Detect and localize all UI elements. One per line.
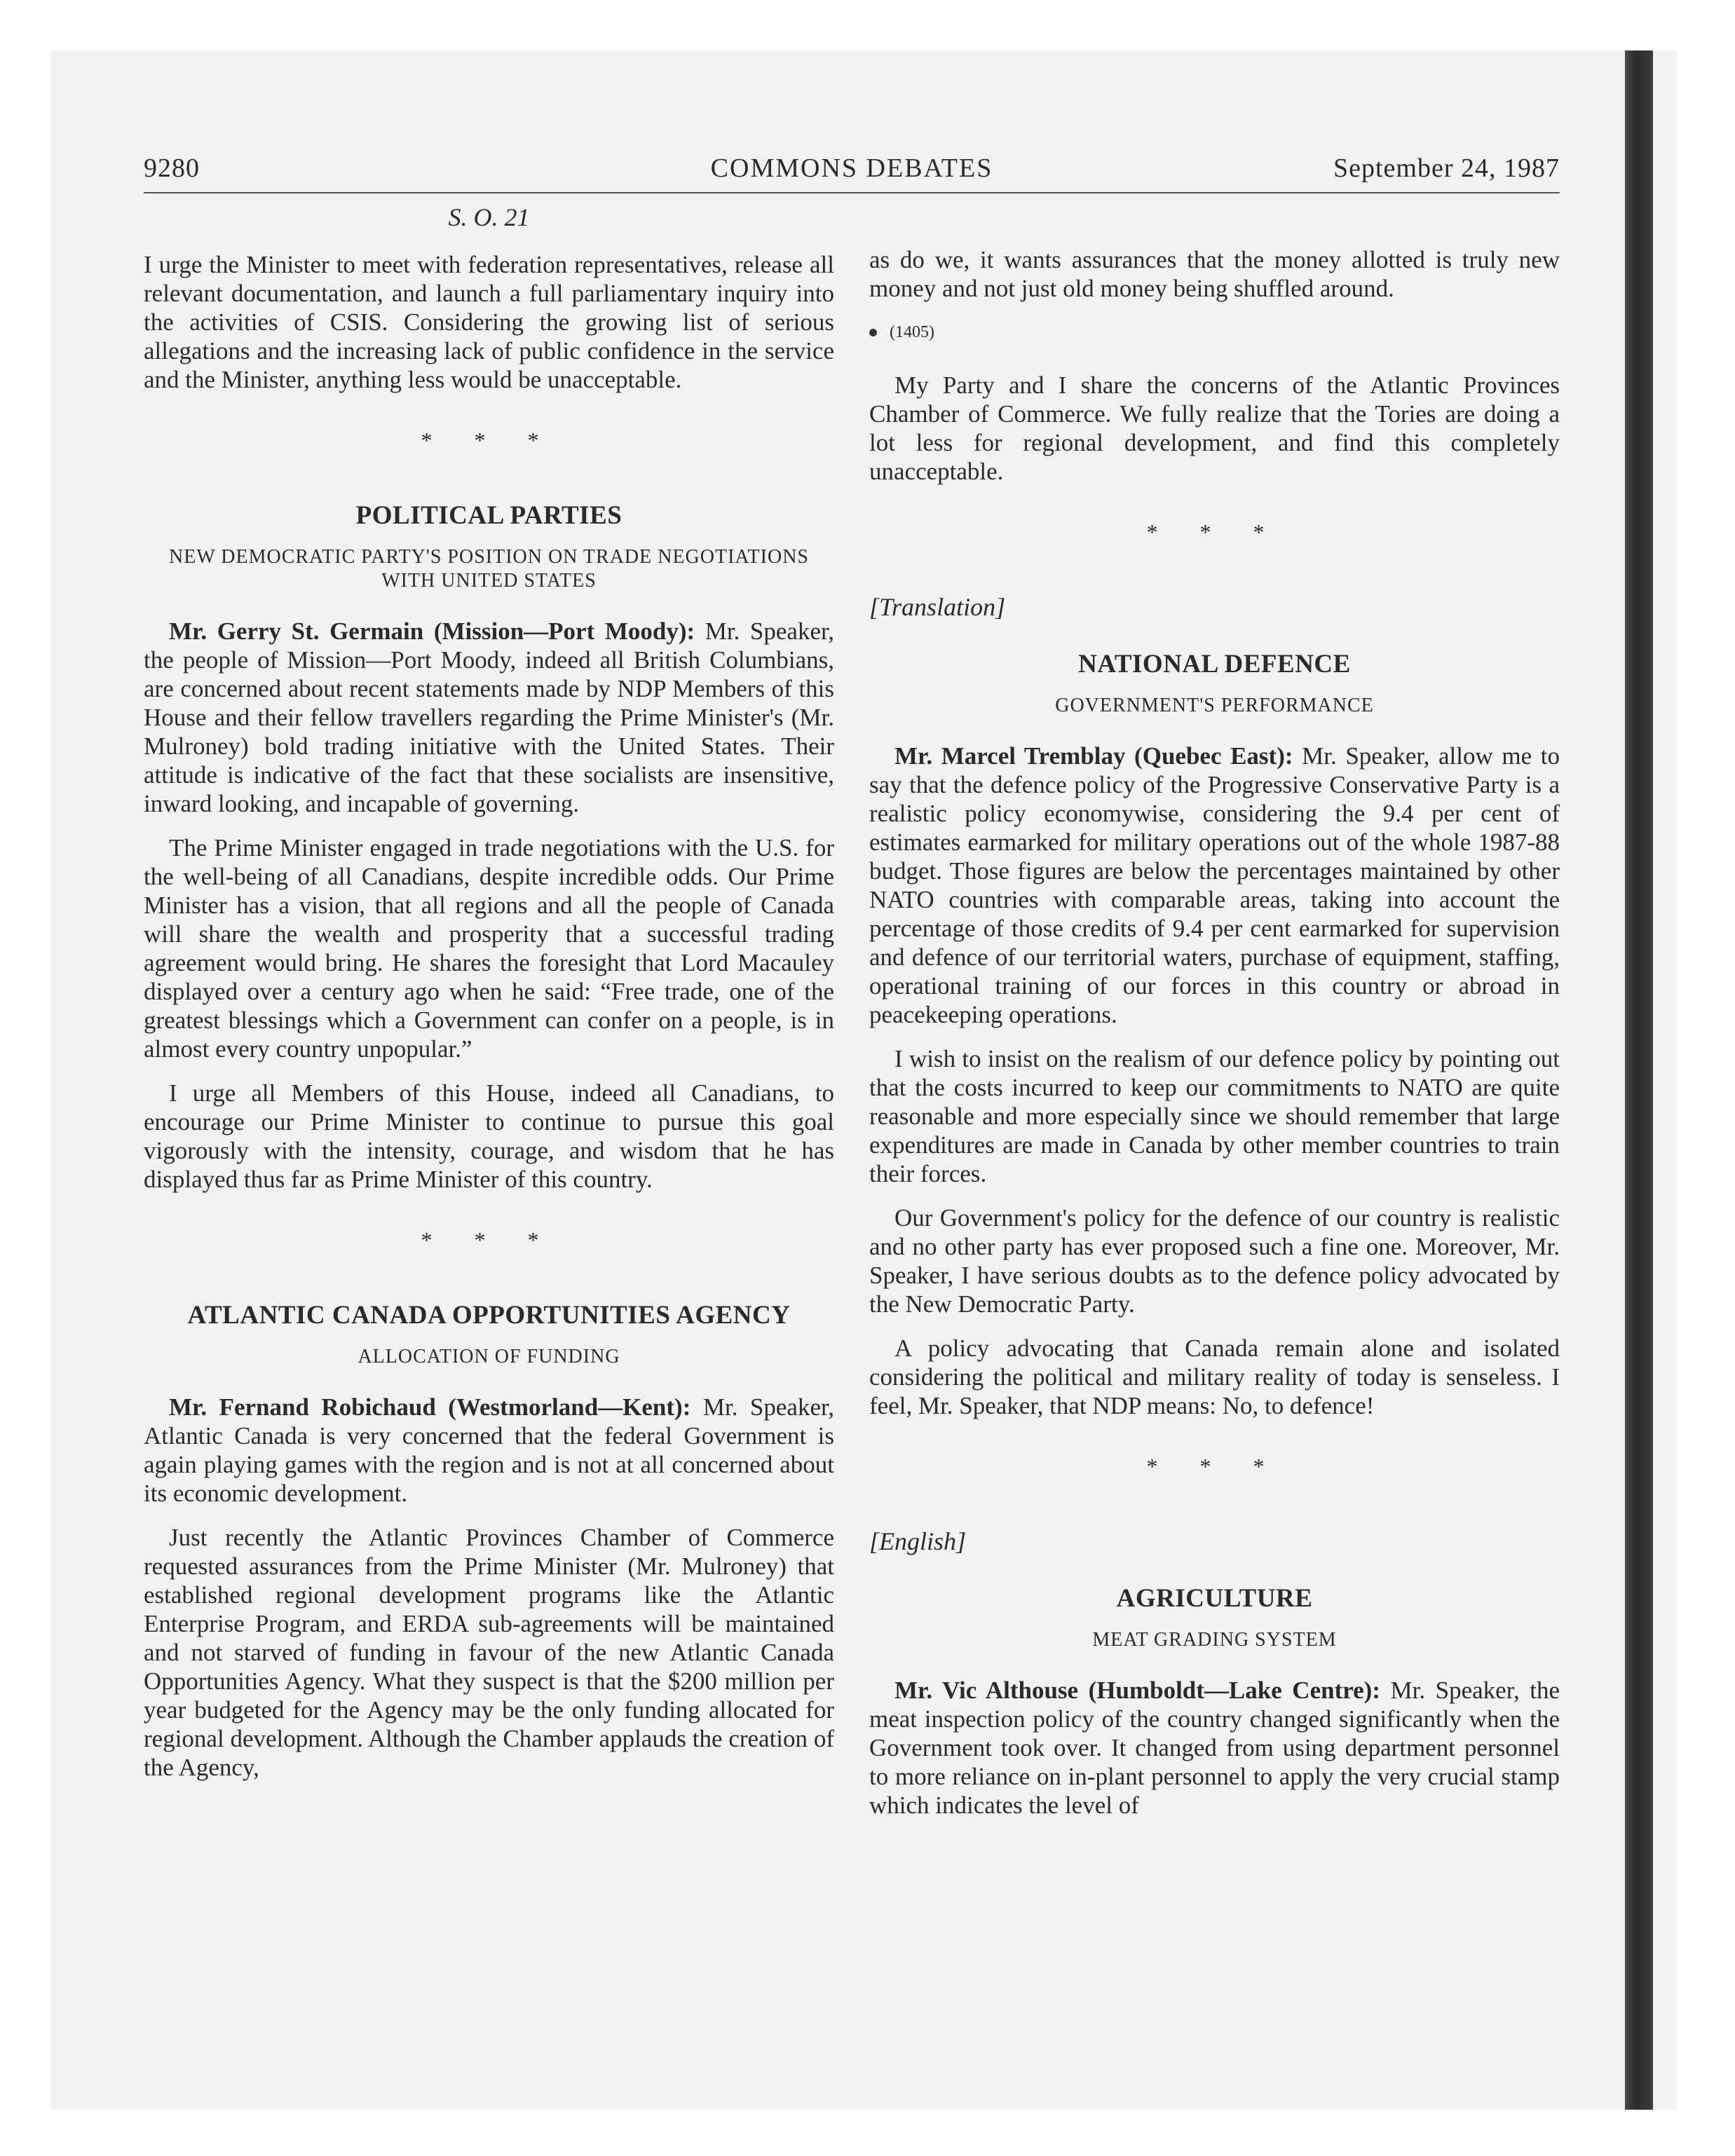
- speech-paragraph: [869, 742, 1560, 1029]
- publication-date: September 24, 1987: [1333, 153, 1560, 183]
- speaker-name: Mr. Gerry St. Germain (Mission—Port Moody):: [169, 618, 695, 645]
- section-heading: ATLANTIC CANADA OPPORTUNITIES AGENCY: [187, 1301, 791, 1330]
- right-column: [869, 245, 1560, 1835]
- section-heading: POLITICAL PARTIES: [355, 501, 622, 530]
- section-separator: * * *: [421, 1227, 557, 1253]
- paragraph: I urge all Members of this House, indeed all Canadians, to encourage our Prime Minister to continue to pursue this goal vigorously with the intensity, courage, and wisdom that he has displayed thus far as Prime Minister of this country.: [144, 1079, 834, 1193]
- section-subheading: ALLOCATION OF FUNDING: [358, 1346, 620, 1367]
- book-spine-edge: [1625, 50, 1653, 2110]
- section-separator: * * *: [421, 428, 557, 453]
- section-separator: * * *: [1146, 1454, 1283, 1479]
- section-subheading: MEAT GRADING SYSTEM: [1092, 1629, 1337, 1651]
- language-marker: [English]: [869, 1527, 967, 1555]
- standing-order-label: S. O. 21: [448, 203, 530, 231]
- paragraph: Just recently the Atlantic Provinces Chamber of Commerce requested assurances from the Prime Minister (Mr. Mulroney) that established regional development programs like the Atlantic Enterprise Program, and ERDA sub-agreements will be maintained and not starved of funding in favour of the new Atlantic Canada Opportunities Agency. What they suspect is that the $200 million per year budgeted for the Agency may be the only funding allocated for regional development. Although the Chamber applauds the creation of the Agency,: [144, 1524, 834, 1781]
- paragraph: The Prime Minister engaged in trade negotiations with the U.S. for the well-being of all Canadians, despite incredible odds. Our Prime Minister has a vision, that all regions and all the people of Canada will share the wealth and prosperity that a successful trading agreement would bring. He shares the foresight that Lord Macauley displayed over a century ago when he said: “Free trade, one of the greatest blessings which a Government can confer on a people, is in almost every country unpopular.”: [144, 834, 834, 1063]
- speech-text: Mr. Speaker, the meat inspection policy of the country changed significantly when the Government took over. It changed from using department personnel to more reliance on in-plant personnel to apply the very crucial stamp which indicates the level of: [869, 1677, 1560, 1819]
- speech-paragraph: [869, 1676, 1560, 1820]
- page-header: [144, 153, 1560, 193]
- paragraph: I wish to insist on the realism of our defence policy by pointing out that the costs incurred to keep our commitments to NATO are quite reasonable and more especially since we should remember that large expenditures are made in Canada by other member countries to train their forces.: [869, 1045, 1560, 1187]
- bullet-icon: [869, 329, 877, 336]
- paragraph: A policy advocating that Canada remain alone and isolated considering the political and military reality of today is senseless. I feel, Mr. Speaker, that NDP means: No, to defence!: [869, 1335, 1560, 1419]
- language-marker: [Translation]: [869, 593, 1006, 621]
- timestamp: [869, 318, 1560, 347]
- speech-paragraph: [144, 1393, 834, 1508]
- paragraph: as do we, it wants assurances that the money allotted is truly new money and not just old money being shuffled around.: [869, 246, 1560, 302]
- speech-text: Mr. Speaker, allow me to say that the defence policy of the Progressive Conservative Party is a realistic policy economywise, considering the 9.4 per cent of estimates earmarked for military operations out of the whole 1987-88 budget. Those figures are below the percentages maintained by other NATO countries with comparable areas, taking into account the percentage of those credits of 9.4 per cent earmarked for supervision and defence of our territorial waters, purchase of equipment, staffing, operational training of our forces in this country or abroad in peacekeeping operations.: [869, 742, 1560, 1028]
- section-separator: * * *: [1146, 519, 1283, 545]
- speaker-name: Mr. Marcel Tremblay (Quebec East):: [894, 742, 1293, 770]
- paragraph: Our Government's policy for the defence of our country is realistic and no other party has ever proposed such a fine one. Moreover, Mr. Speaker, I have serious doubts as to the defence policy advocated by the New Democratic Party.: [869, 1204, 1560, 1318]
- speaker-name: Mr. Fernand Robichaud (Westmorland—Kent):: [169, 1393, 691, 1421]
- left-column: [144, 203, 835, 1797]
- paragraph: I urge the Minister to meet with federation representatives, release all relevant documentation, and launch a full parliamentary inquiry into the activities of CSIS. Considering the growing list of serious allegations and the increasing lack of public confidence in the service and the Minister, anything less would be unacceptable.: [144, 251, 834, 393]
- speech-paragraph: [144, 617, 834, 818]
- timestamp-text: (1405): [890, 323, 934, 341]
- section-heading: AGRICULTURE: [1116, 1584, 1313, 1613]
- page-number: 9280: [144, 153, 200, 183]
- speaker-name: Mr. Vic Althouse (Humboldt—Lake Centre):: [894, 1677, 1380, 1704]
- speech-text: Mr. Speaker, the people of Mission—Port Moody, indeed all British Columbians, are concerned about recent statements made by NDP Members of this House and their fellow travellers regarding the Prime Minister's (Mr. Mulroney) bold trading initiative with the United States. Their attitude is indicative of the fact that these socialists are insensitive, inward looking, and incapable of governing.: [144, 618, 834, 817]
- publication-title: COMMONS DEBATES: [710, 153, 993, 183]
- speech-text: Mr. Speaker, Atlantic Canada is very concerned that the federal Government is again playing games with the region and is not at all concerned about its economic development.: [144, 1393, 835, 1507]
- section-subheading: GOVERNMENT'S PERFORMANCE: [1055, 695, 1374, 716]
- section-heading: NATIONAL DEFENCE: [1078, 650, 1351, 678]
- section-subheading: NEW DEMOCRATIC PARTY'S POSITION ON TRADE NEGOTIATIONS WITH UNITED STATES: [169, 546, 809, 592]
- paragraph: My Party and I share the concerns of the Atlantic Provinces Chamber of Commerce. We fully realize that the Tories are doing a lot less for regional development, and find this completely unacceptable.: [869, 371, 1560, 485]
